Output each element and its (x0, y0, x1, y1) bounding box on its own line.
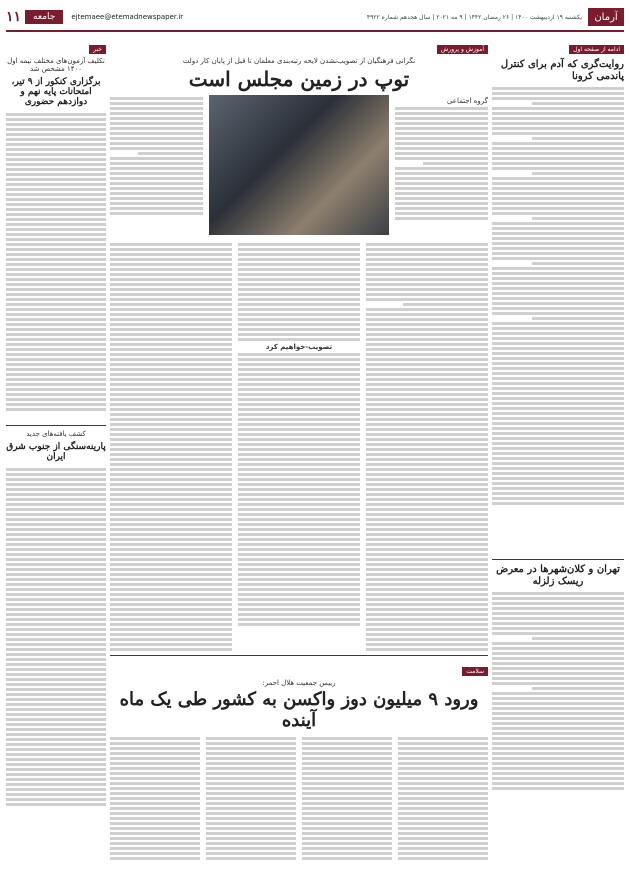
right-article-title: روایت‌گری که آدم برای کنترل پاندمی کرونا (500, 59, 624, 82)
bottom-body (110, 735, 488, 885)
main-body-right (110, 95, 203, 235)
main-photo (209, 95, 389, 235)
page-number: ۱۱ (6, 9, 22, 25)
issue-date: یکشنبه ۱۹ اردیبهشت ۱۴۰۰ | ۲۶ رمضان ۱۴۴۲ | ۹ مه ۲۰۲۱ | سال هجدهم شماره ۴۹۲۲ (366, 13, 582, 21)
left-box2-title: پارینه‌سنگی از جنوب شرق ایران (6, 442, 106, 462)
bottom-tag: سلامت (462, 667, 488, 676)
main-subhead: تصویب-خواهیم کرد (265, 343, 333, 351)
section-email: ejtemaee@etemadnewspaper.ir (71, 13, 184, 21)
left-box1-body (6, 111, 106, 421)
right-article2-body (492, 590, 624, 830)
section-label: جامعه (25, 10, 63, 24)
main-tag: آموزش و پرورش (437, 45, 488, 54)
left-separator (6, 425, 106, 426)
left-box2-kicker: کشف یافته‌های جدید (26, 430, 86, 438)
left-column (6, 36, 106, 806)
left-box2-body (6, 466, 106, 806)
main-body-left (395, 95, 488, 235)
main-body-columns (110, 241, 488, 651)
right-separator (492, 559, 624, 560)
left-tag: خبر (89, 45, 106, 54)
right-column (492, 36, 624, 806)
bottom-kicker: رییس جمعیت هلال احمر: (262, 679, 336, 687)
page-header (6, 6, 624, 28)
left-box1-kicker: تکلیف آزمون‌های مختلف نیمه اول ۱۴۰۰ مشخص شد (7, 57, 105, 73)
newspaper-logo: آرمان (588, 8, 624, 26)
main-column (110, 36, 488, 806)
right-article2-title: تهران و کلان‌شهرها در معرض ریسک زلزله (496, 564, 620, 587)
main-byline: گروه اجتماعی (446, 97, 488, 105)
bottom-headline: ورود ۹ میلیون دوز واکسن به کشور طی یک ماه آینده (119, 689, 479, 731)
main-kicker: نگرانی فرهنگیان از تصویب‌نشدن لایحه رتبه‌بندی معلمان تا قبل از پایان کار دولت (182, 57, 416, 65)
right-article-body (492, 85, 624, 555)
left-box1-title: برگزاری کنکور از ۹ تیر، امتحانات پایه نهم و دوازدهم حضوری (11, 77, 101, 107)
bottom-separator (110, 655, 488, 656)
right-tag: ادامه از صفحه اول (569, 45, 624, 54)
header-rule (6, 30, 624, 32)
main-headline: توپ در زمین مجلس است (188, 67, 410, 91)
